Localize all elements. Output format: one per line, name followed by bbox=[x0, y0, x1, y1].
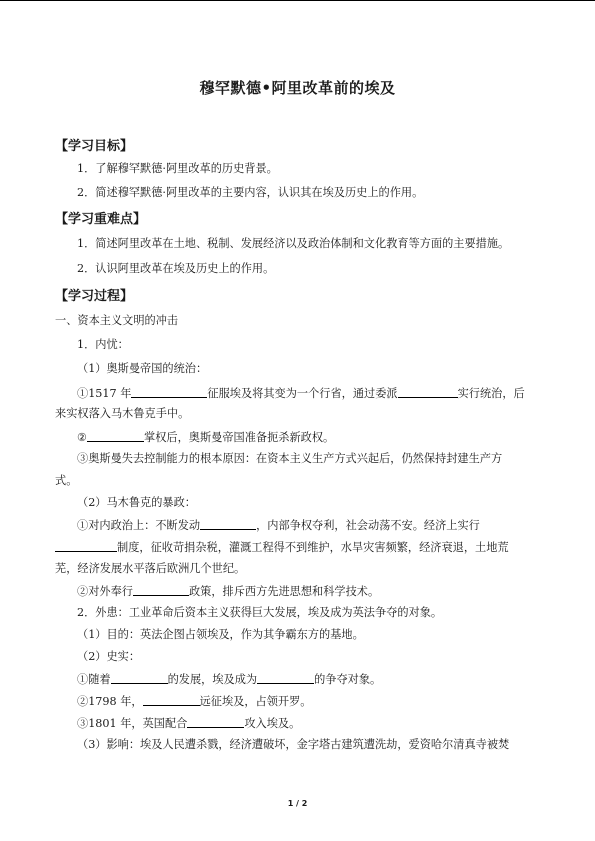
fill-blank bbox=[131, 386, 207, 398]
text-segment: ③1801 年，英国配合 bbox=[77, 717, 188, 730]
page-number: 1 / 2 bbox=[287, 799, 308, 808]
text-segment: 的争夺对象。 bbox=[314, 673, 382, 686]
text-segment: 远征埃及，占领开罗。 bbox=[199, 695, 312, 708]
process-line: （2）史实： bbox=[77, 650, 141, 663]
process-line: 芜，经济发展水平落后欧洲几个世纪。 bbox=[55, 562, 246, 575]
text-segment: ②1798 年， bbox=[77, 695, 143, 708]
fill-blank bbox=[257, 672, 314, 684]
fill-blank bbox=[55, 540, 117, 552]
fill-blank bbox=[398, 386, 458, 398]
process-line: 1．内忧： bbox=[77, 338, 129, 351]
text-segment: ②对外奉行 bbox=[77, 585, 133, 598]
process-line bbox=[77, 430, 334, 445]
goal-item: 2．简述穆罕默德·阿里改革的主要内容，认识其在埃及历史上的作用。 bbox=[77, 186, 424, 199]
fill-blank bbox=[133, 584, 189, 596]
process-line: （1）奥斯曼帝国的统治： bbox=[77, 362, 208, 375]
process-line: ③奥斯曼失去控制能力的根本原因：在资本主义生产方式兴起后，仍然保持封建生产方 bbox=[77, 452, 503, 465]
process-line bbox=[77, 386, 525, 401]
text-segment: 制度，征收苛捐杂税，灌溉工程得不到维护，水旱灾害频繁，经济衰退，土地荒 bbox=[117, 541, 509, 554]
process-line: 式。 bbox=[55, 474, 78, 487]
heading-learning-process: 【学习过程】 bbox=[55, 289, 134, 304]
process-line bbox=[77, 716, 300, 731]
fill-blank bbox=[111, 672, 168, 684]
process-line: （3）影响：埃及人民遭杀戮，经济遭破坏，金字塔古建筑遭洗劫，爱资哈尔清真寺被焚 bbox=[77, 738, 510, 751]
text-segment: 的发展，埃及成为 bbox=[167, 673, 258, 686]
process-line: （2）马木鲁克的暴政： bbox=[77, 496, 196, 509]
text-segment: 实行统治，后 bbox=[457, 387, 525, 400]
key-item: 2．认识阿里改革在埃及历史上的作用。 bbox=[77, 262, 275, 275]
process-line: 来实权落入马木鲁克手中。 bbox=[55, 407, 190, 420]
fill-blank bbox=[187, 716, 244, 728]
text-segment: ② bbox=[77, 431, 88, 444]
process-line bbox=[55, 540, 509, 555]
fill-blank bbox=[200, 518, 256, 530]
page-title: 穆罕默德•阿里改革前的埃及 bbox=[199, 79, 396, 97]
fill-blank bbox=[143, 694, 200, 706]
text-segment: ①随着 bbox=[77, 673, 111, 686]
process-line: 2．外患：工业革命后资本主义获得巨大发展，埃及成为英法争夺的对象。 bbox=[77, 606, 443, 619]
process-line: 一、资本主义文明的冲击 bbox=[55, 314, 179, 327]
text-segment: ，内部争权夺利，社会动荡不安。经济上实行 bbox=[256, 519, 480, 532]
goal-item: 1．了解穆罕默德·阿里改革的历史背景。 bbox=[77, 162, 278, 175]
heading-key-points: 【学习重难点】 bbox=[55, 212, 147, 227]
key-item: 1．简述阿里改革在土地、税制、发展经济以及政治体制和文化教育等方面的主要措施。 bbox=[77, 237, 510, 250]
text-segment: 攻入埃及。 bbox=[244, 717, 301, 730]
process-line bbox=[77, 672, 381, 687]
process-line bbox=[77, 518, 480, 533]
fill-blank bbox=[87, 430, 144, 442]
process-line: （1）目的：英法企图占领埃及，作为其争霸东方的基地。 bbox=[77, 628, 364, 641]
text-segment: 政策，排斥西方先进思想和科学技术。 bbox=[188, 585, 380, 598]
text-segment: ①1517 年 bbox=[77, 387, 132, 400]
heading-learning-goals: 【学习目标】 bbox=[55, 139, 134, 154]
text-segment: 征服埃及将其变为一个行省，通过委派 bbox=[207, 387, 398, 400]
text-segment: ①对内政治上：不断发动 bbox=[77, 519, 201, 532]
text-segment: 掌权后，奥斯曼帝国准备扼杀新政权。 bbox=[144, 431, 335, 444]
process-line bbox=[77, 584, 379, 599]
process-line bbox=[77, 694, 311, 709]
